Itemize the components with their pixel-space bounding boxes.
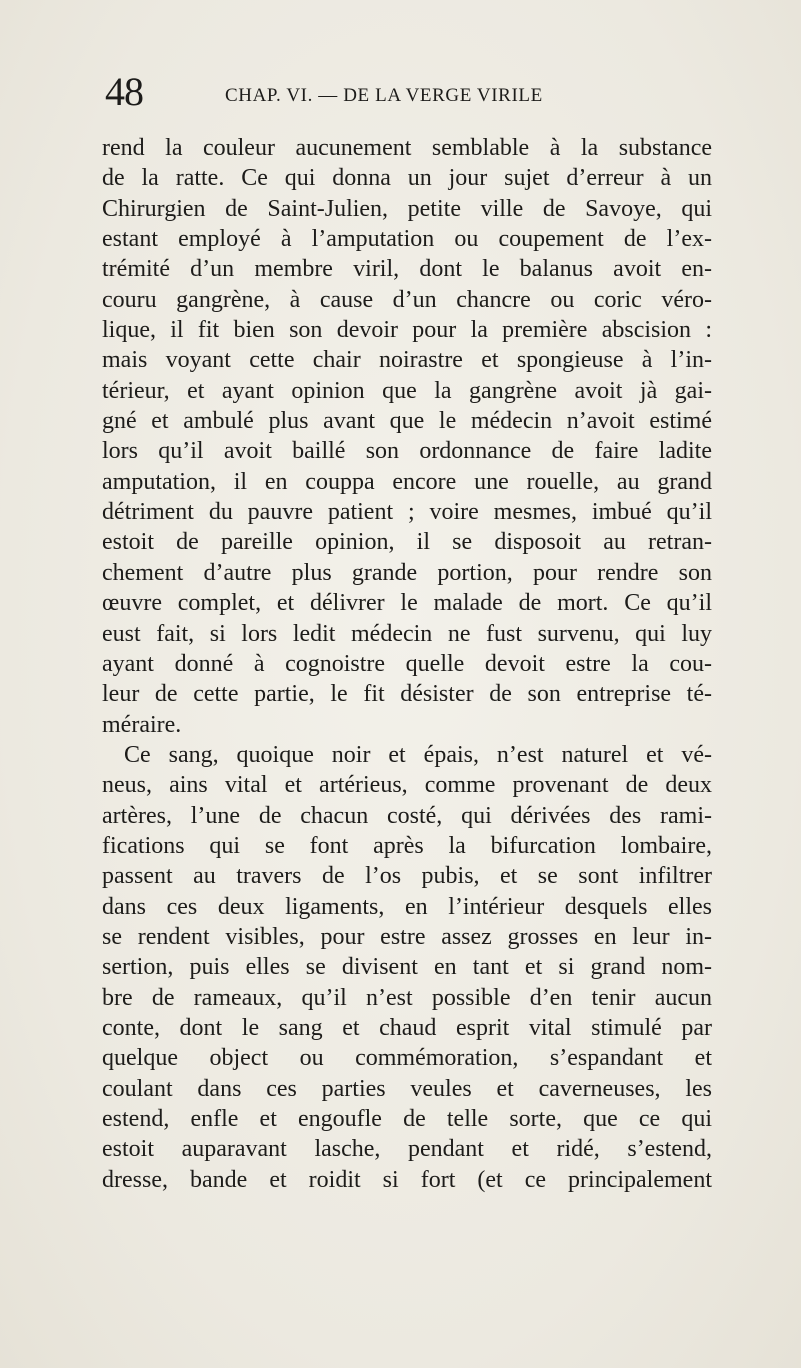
text-line: bre de rameaux, qu’il n’est possible d’en tenir aucun <box>102 984 712 1011</box>
page-number: 48 <box>105 69 143 114</box>
text-line: dresse, bande et roidit si fort (et ce principalement <box>102 1166 712 1193</box>
text-line: Chirurgien de Saint-Julien, petite ville de Savoye, qui <box>102 195 712 222</box>
page-header <box>105 70 705 120</box>
text-line: gné et ambulé plus avant que le médecin n’avoit estimé <box>102 408 712 435</box>
text-line: amputation, il en couppa encore une rouelle, au grand <box>102 468 712 495</box>
text-line: trémité d’un membre viril, dont le balanus avoit en- <box>102 256 712 283</box>
text-line: sertion, puis elles se divisent en tant et si grand nom- <box>102 954 712 981</box>
text-line: estoit de pareille opinion, il se disposoit au retran- <box>102 529 712 556</box>
text-line: couru gangrène, à cause d’un chancre ou coric véro- <box>102 286 712 313</box>
text-line: chement d’autre plus grande portion, pour rendre son <box>102 559 712 586</box>
body-text <box>102 133 712 1195</box>
running-head: CHAP. VI. — DE LA VERGE VIRILE <box>225 85 543 106</box>
text-line: ayant donné à cognoistre quelle devoit estre la cou- <box>102 650 712 677</box>
text-line: lique, il fit bien son devoir pour la première abscision : <box>102 317 712 344</box>
text-line: leur de cette partie, le fit désister de son entreprise té- <box>102 681 712 708</box>
text-line: conte, dont le sang et chaud esprit vital stimulé par <box>102 1014 712 1041</box>
text-line: méraire. <box>102 711 182 738</box>
text-line: térieur, et ayant opinion que la gangrène avoit jà gai- <box>102 377 712 404</box>
text-line: fications qui se font après la bifurcation lombaire, <box>102 832 712 859</box>
text-line: coulant dans ces parties veules et caverneuses, les <box>102 1075 712 1102</box>
text-line: détriment du pauvre patient ; voire mesmes, imbué qu’il <box>102 499 712 526</box>
paragraph-first-line: Ce sang, quoique noir et épais, n’est naturel et vé- <box>124 741 712 768</box>
text-line: dans ces deux ligaments, en l’intérieur desquels elles <box>102 893 712 920</box>
text-line: passent au travers de l’os pubis, et se sont infiltrer <box>102 863 712 890</box>
text-line: rend la couleur aucunement semblable à la substance <box>102 135 712 161</box>
text-line: neus, ains vital et artérieus, comme provenant de deux <box>102 772 712 799</box>
text-line: artères, l’une de chacun costé, qui dérivées des rami- <box>102 802 712 829</box>
text-line: estoit auparavant lasche, pendant et ridé, s’estend, <box>102 1136 712 1163</box>
text-line: se rendent visibles, pour estre assez grosses en leur in- <box>102 923 712 950</box>
text-line: de la ratte. Ce qui donna un jour sujet d’erreur à un <box>102 165 712 192</box>
text-line: estant employé à l’amputation ou coupement de l’ex- <box>102 226 712 253</box>
text-line: eust fait, si lors ledit médecin ne fust survenu, qui luy <box>102 620 712 647</box>
text-line: mais voyant cette chair noirastre et spongieuse à l’in- <box>102 347 712 374</box>
text-line: œuvre complet, et délivrer le malade de mort. Ce qu’il <box>102 590 712 617</box>
text-line: lors qu’il avoit baillé son ordonnance de faire ladite <box>102 438 712 465</box>
text-line: quelque object ou commémoration, s’espandant et <box>102 1045 712 1072</box>
text-line: estend, enfle et engoufle de telle sorte, que ce qui <box>102 1106 712 1132</box>
